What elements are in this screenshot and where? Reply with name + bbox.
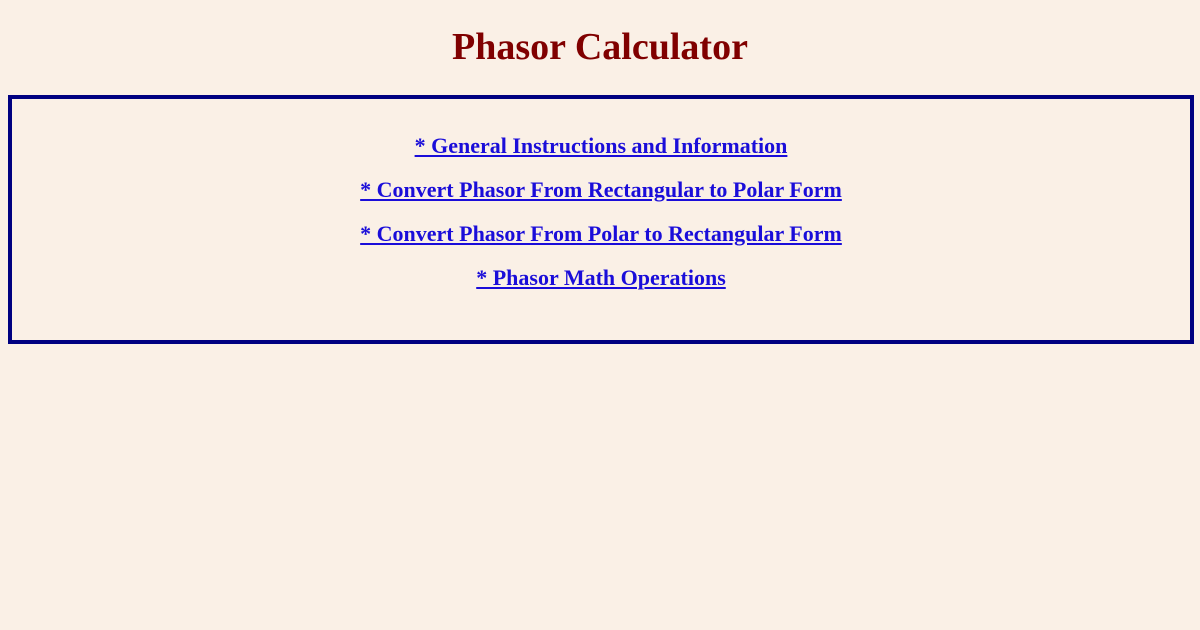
general-instructions-link[interactable]: * General Instructions and Information <box>414 133 788 158</box>
list-item <box>12 177 1190 221</box>
list-item <box>12 221 1190 265</box>
nav-panel <box>8 95 1194 344</box>
rectangular-to-polar-link[interactable]: * Convert Phasor From Rectangular to Polar Form <box>360 177 842 202</box>
list-item <box>12 133 1190 177</box>
nav-link-list <box>12 133 1190 309</box>
polar-to-rectangular-link[interactable]: * Convert Phasor From Polar to Rectangular Form <box>360 221 842 246</box>
phasor-math-operations-link[interactable]: * Phasor Math Operations <box>476 265 726 290</box>
page-title: Phasor Calculator <box>452 26 748 68</box>
list-item <box>12 265 1190 309</box>
